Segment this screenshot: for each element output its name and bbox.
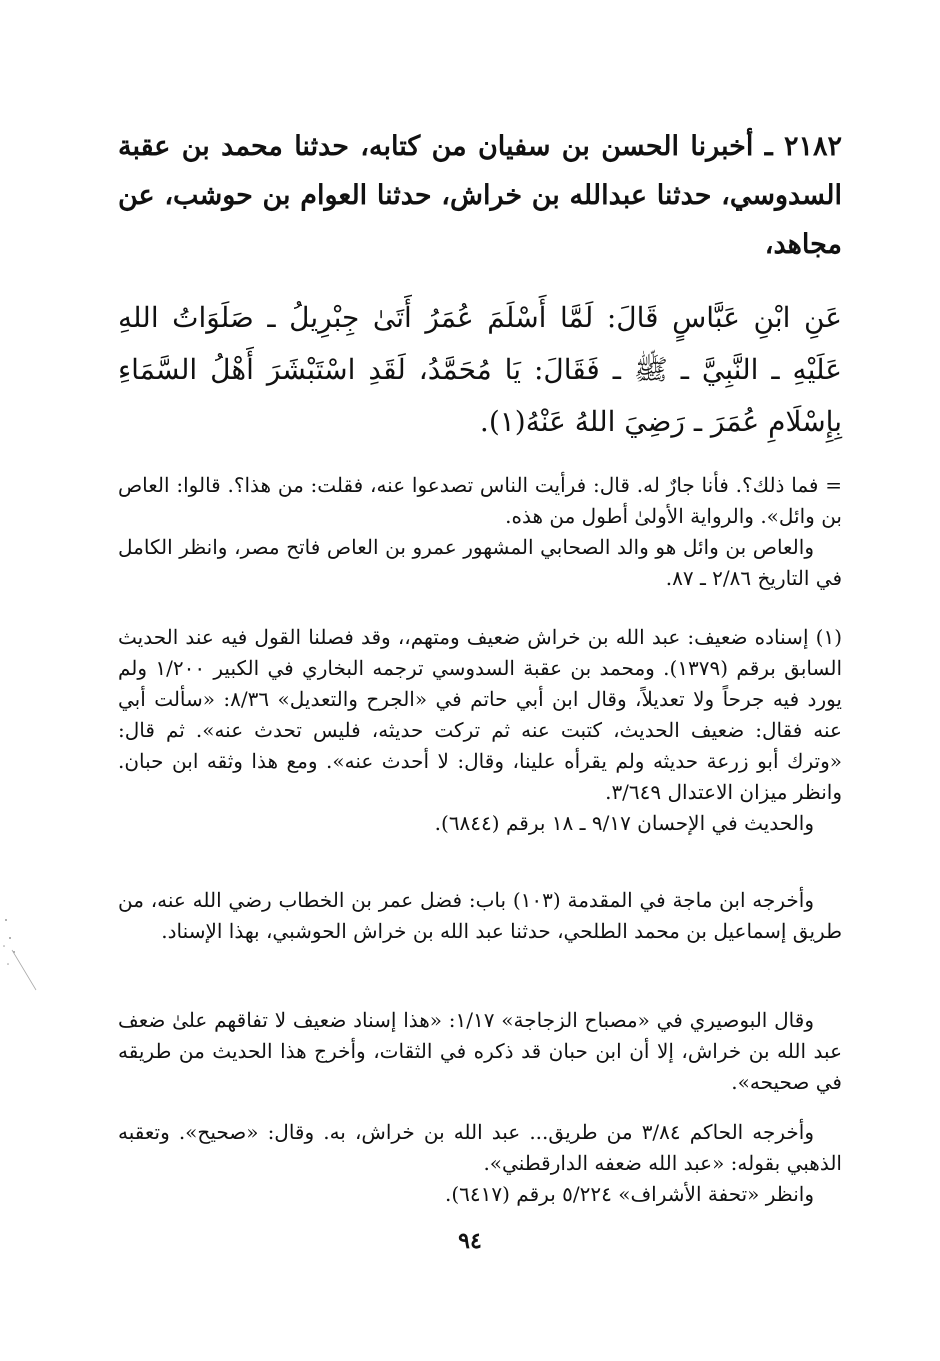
footnote-ibn-majah bbox=[118, 885, 842, 947]
footnote-busiri bbox=[118, 1005, 842, 1098]
footnote-hakim bbox=[118, 1117, 842, 1210]
footnote-1-paragraph: (١) إسناده ضعيف: عبد الله بن خراش ضعيف ومتهم،، وقد فصلنا القول فيه عند الحديث السابق برقم (١٣٧٩). ومحمد بن عقبة السدوسي ترجمه البخاري في الكبير ١/٢٠٠ ولم يورد فيه جرحاً ولا تعديلاً، وقال ابن أبي حاتم في «الجرح والتعديل» ٨/٣٦: «سألت أبي عنه فقال: ضعيف الحديث، كتبت عنه ثم تركت حديثه، فليس تحدث عنه». ثم قال: «وترك أبو زرعة حديثه ولم يقرأه علينا، وقال: لا أحدث عنه». ومع هذا وثقه ابن حبان. وانظر ميزان الاعتدال ٣/٦٤٩. bbox=[118, 625, 842, 804]
page-number: ٩٤ bbox=[458, 1228, 482, 1254]
hadith-isnad-text bbox=[118, 122, 842, 269]
footnote-continuation-paragraph: = فما ذلك؟. فأنا جارٌ له. قال: فرأيت الناس تصدعوا عنه، فقلت: من هذا؟. قالوا: العاص بن وائل». والرواية الأولىٰ أطول من هذه. bbox=[118, 473, 842, 528]
footnote-paragraph: وأخرجه الحاكم ٣/٨٤ من طريق... عبد الله بن خراش، به. وقال: «صحيح». وتعقبه الذهبي بقوله: «عبد الله ضعفه الدارقطني». bbox=[118, 1120, 842, 1175]
footnote-paragraph: وانظر «تحفة الأشراف» ٥/٢٢٤ برقم (٦٤١٧). bbox=[445, 1182, 814, 1206]
footnote-1-paragraph: والحديث في الإحسان ٩/١٧ ـ ١٨ برقم (٦٨٤٤). bbox=[434, 811, 814, 835]
footnote-paragraph: وأخرجه ابن ماجة في المقدمة (١٠٣) باب: فضل عمر بن الخطاب رضي الله عنه، من طريق إسماعيل بن محمد الطلحي، حدثنا عبد الله بن خراش الحوشبي، بهذا الإسناد. bbox=[118, 888, 842, 943]
scan-artifact bbox=[0, 880, 40, 1000]
matn-text: عَنِ ابْنِ عَبَّاسٍ قَالَ: لَمَّا أَسْلَمَ عُمَرُ أَتَىٰ جِبْرِيلُ ـ صَلَوَاتُ اللهِ عَلَيْهِ ـ النَّبِيَّ ـ ﷺ ـ فَقَالَ: يَا مُحَمَّدُ، لَقَدِ اسْتَبْشَرَ أَهْلُ السَّمَاءِ بِإِسْلَامِ عُمَرَ ـ رَضِيَ اللهُ عَنْهُ(١). bbox=[118, 301, 842, 438]
footnote-1 bbox=[118, 622, 842, 839]
footnote-continuation bbox=[118, 470, 842, 594]
footnote-paragraph: وقال البوصيري في «مصباح الزجاجة» ١/١٧: «هذا إسناد ضعيف لا تفاقهم علىٰ ضعف عبد الله بن خراش، إلا أن ابن حبان قد ذكره في الثقات، وأخرج هذا الحديث من طريقه في صحيحه». bbox=[118, 1008, 842, 1094]
isnad-text: ٢١٨٢ ـ أخبرنا الحسن بن سفيان من كتابه، حدثنا محمد بن عقبة السدوسي، حدثنا عبدالله بن خراش، حدثنا العوام بن حوشب، عن مجاهد، bbox=[118, 131, 842, 260]
footnote-continuation-paragraph: والعاص بن وائل هو والد الصحابي المشهور عمرو بن العاص فاتح مصر، وانظر الكامل في التاريخ ٢/٨٦ ـ ٨٧. bbox=[118, 535, 842, 590]
hadith-matn-text bbox=[118, 292, 842, 448]
